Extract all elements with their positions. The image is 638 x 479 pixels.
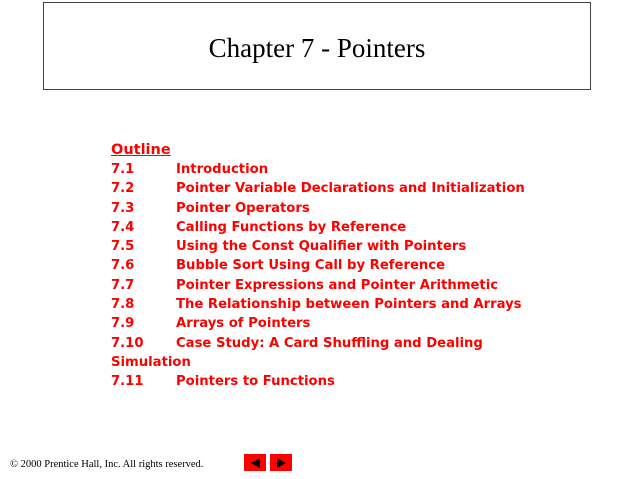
outline-item-number: 7.1 <box>111 162 135 177</box>
outline-item-text: Pointers to Functions <box>176 374 335 390</box>
outline-item-continuation: Simulation <box>111 354 191 370</box>
outline-item <box>111 256 525 275</box>
outline-item <box>111 334 525 353</box>
outline-item-text: Introduction <box>176 162 269 177</box>
outline-item-text: Pointer Variable Declarations and Initialization <box>176 181 525 197</box>
title-box <box>43 2 591 90</box>
copyright-footer: © 2000 Prentice Hall, Inc. All rights reserved. <box>10 459 204 470</box>
outline-item-text: Arrays of Pointers <box>176 316 311 332</box>
outline-item-number: 7.2 <box>111 181 135 197</box>
outline-item-text: Calling Functions by Reference <box>176 219 407 235</box>
previous-slide-button[interactable] <box>244 454 266 471</box>
outline-item <box>111 218 525 237</box>
outline <box>111 140 525 392</box>
outline-item <box>111 314 525 333</box>
outline-item-number: 7.8 <box>111 297 135 313</box>
outline-item-number: 7.5 <box>111 239 135 255</box>
outline-item-text: Pointer Expressions and Pointer Arithmetic <box>176 277 499 293</box>
outline-item-number: 7.4 <box>111 219 135 235</box>
outline-item <box>111 160 525 179</box>
outline-item-number: 7.3 <box>111 200 135 216</box>
outline-item-text: Using the Const Qualifier with Pointers <box>176 239 467 255</box>
outline-item <box>111 199 525 218</box>
next-slide-button[interactable] <box>270 454 292 471</box>
outline-item <box>111 179 525 198</box>
outline-item-text: The Relationship between Pointers and Arrays <box>176 297 522 313</box>
outline-item <box>111 372 525 391</box>
outline-item <box>111 295 525 314</box>
outline-item <box>111 276 525 295</box>
outline-item-number: 7.10 <box>111 335 144 351</box>
outline-item-text: Pointer Operators <box>176 200 310 216</box>
outline-item-number: 7.11 <box>111 374 144 390</box>
outline-item-number: 7.9 <box>111 316 135 332</box>
outline-item-text: Bubble Sort Using Call by Reference <box>176 258 446 274</box>
slide-title: Chapter 7 - Pointers <box>208 32 426 63</box>
outline-heading: Outline <box>111 142 171 158</box>
outline-item-number: 7.7 <box>111 277 135 293</box>
triangle-right-icon <box>277 458 286 468</box>
outline-item-text: Case Study: A Card Shuffling and Dealing <box>176 335 483 351</box>
outline-item <box>111 237 525 256</box>
triangle-left-icon <box>251 458 260 468</box>
outline-item-number: 7.6 <box>111 258 135 274</box>
